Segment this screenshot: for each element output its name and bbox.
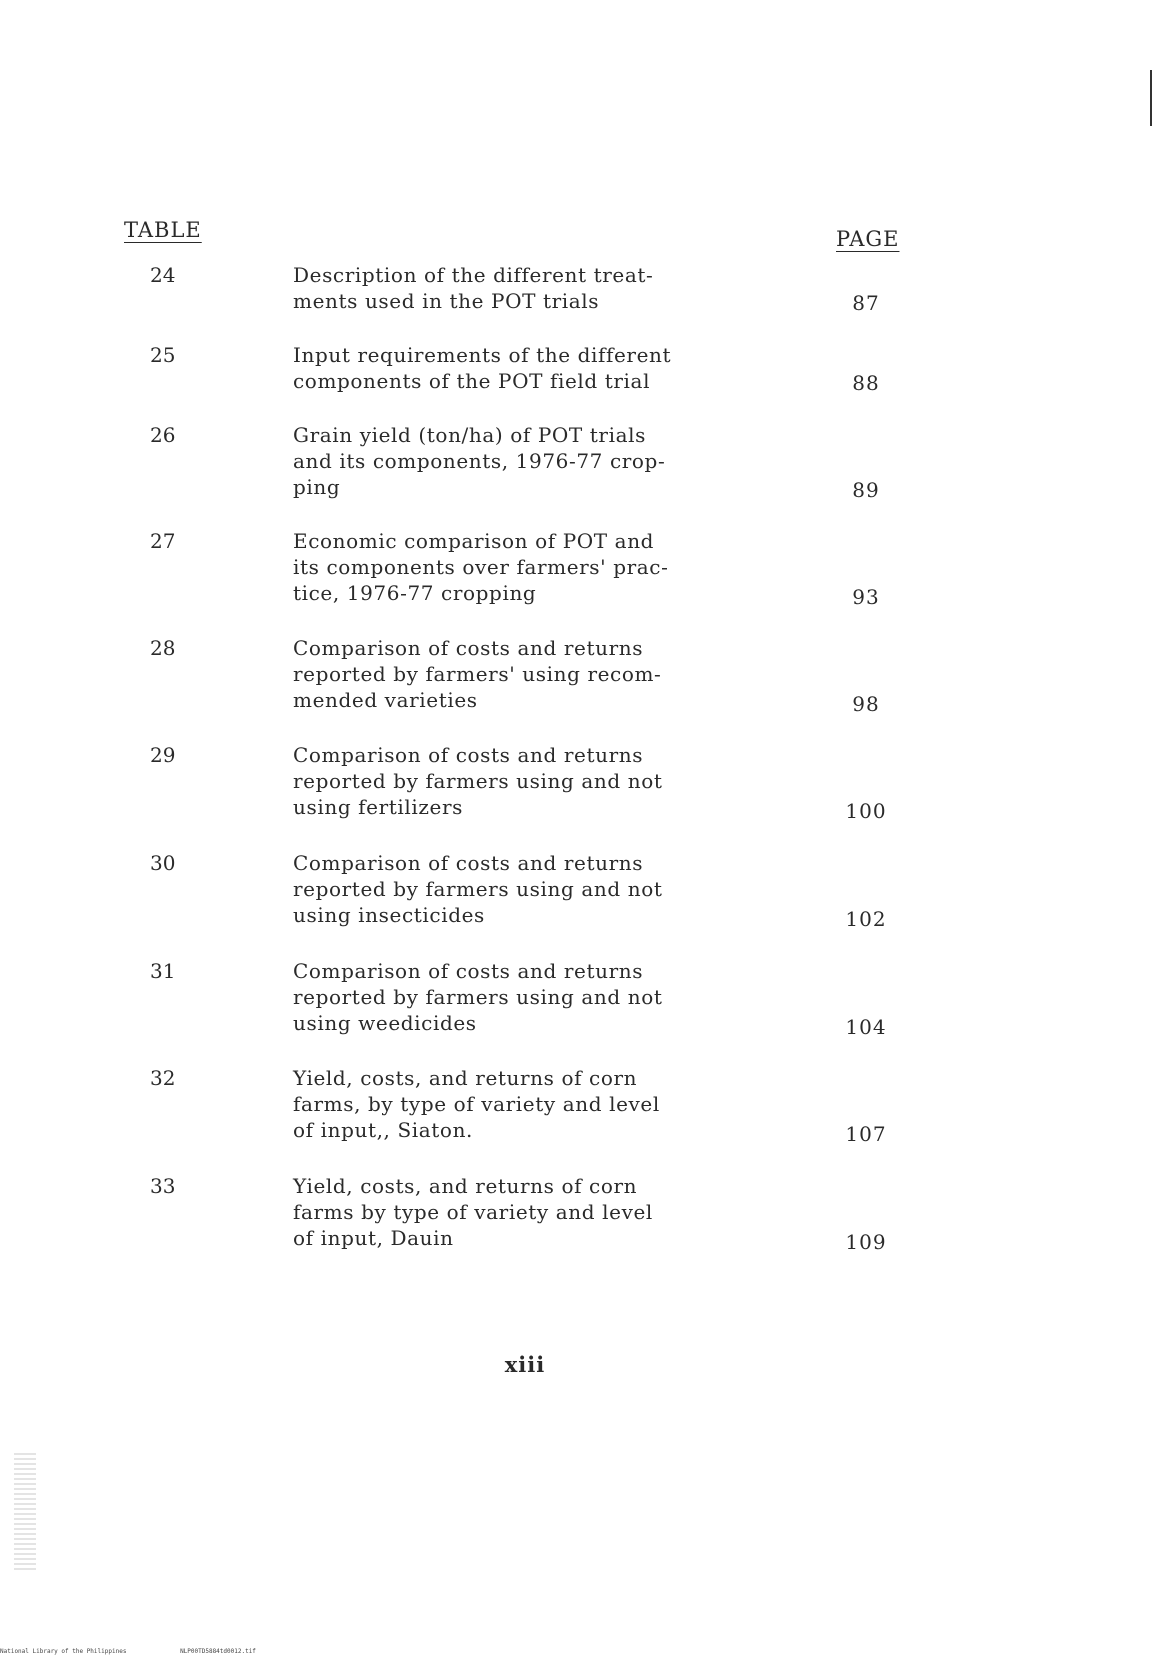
- table-number: 29: [150, 743, 176, 767]
- table-column-header: TABLE: [124, 218, 202, 242]
- page-number: 104: [845, 1015, 887, 1039]
- table-description: Description of the different treat- ments used in the POT trials: [293, 263, 654, 313]
- footer-library: National Library of the Philippines: [0, 1648, 127, 1655]
- table-description: Comparison of costs and returns reported by farmers' using recom- mended varieties: [293, 636, 662, 712]
- page-number: 107: [845, 1122, 887, 1146]
- table-number: 31: [150, 959, 176, 983]
- table-description: Comparison of costs and returns reported by farmers using and not using weedicides: [293, 959, 663, 1035]
- page-column-header: PAGE: [836, 227, 900, 251]
- table-number: 33: [150, 1174, 176, 1198]
- page-number: 93: [852, 585, 880, 609]
- page-number: 102: [845, 907, 887, 931]
- table-number: 25: [150, 343, 176, 367]
- scan-margin-mark: [1150, 70, 1152, 126]
- table-number: 28: [150, 636, 176, 660]
- table-number: 24: [150, 263, 176, 287]
- page-number: 88: [852, 371, 880, 395]
- table-description: Comparison of costs and returns reported by farmers using and not using insecticides: [293, 851, 663, 927]
- page-number: 109: [845, 1230, 887, 1254]
- page-number: 100: [845, 799, 887, 823]
- table-number: 30: [150, 851, 176, 875]
- table-description: Comparison of costs and returns reported by farmers using and not using fertilizers: [293, 743, 663, 819]
- page-number: 98: [852, 692, 880, 716]
- table-number: 32: [150, 1066, 176, 1090]
- page-number: 87: [852, 291, 880, 315]
- page-number: 89: [852, 478, 880, 502]
- footer-file: NLP00TD5884td0012.tif: [180, 1648, 256, 1655]
- scan-edge-artifact: [14, 1450, 36, 1570]
- table-description: Economic comparison of POT and its components over farmers' prac- tice, 1976-77 cropping: [293, 529, 669, 605]
- table-description: Grain yield (ton/ha) of POT trials and its components, 1976-77 crop- ping: [293, 423, 666, 499]
- table-number: 26: [150, 423, 176, 447]
- scan-footer: [0, 1648, 306, 1655]
- table-description: Yield, costs, and returns of corn farms by type of variety and level of input, Dauin: [293, 1174, 653, 1250]
- table-description: Yield, costs, and returns of corn farms, by type of variety and level of input,, Siaton.: [293, 1066, 660, 1142]
- table-number: 27: [150, 529, 176, 553]
- page-folio: xiii: [504, 1352, 546, 1377]
- table-description: Input requirements of the different components of the POT field trial: [293, 343, 672, 393]
